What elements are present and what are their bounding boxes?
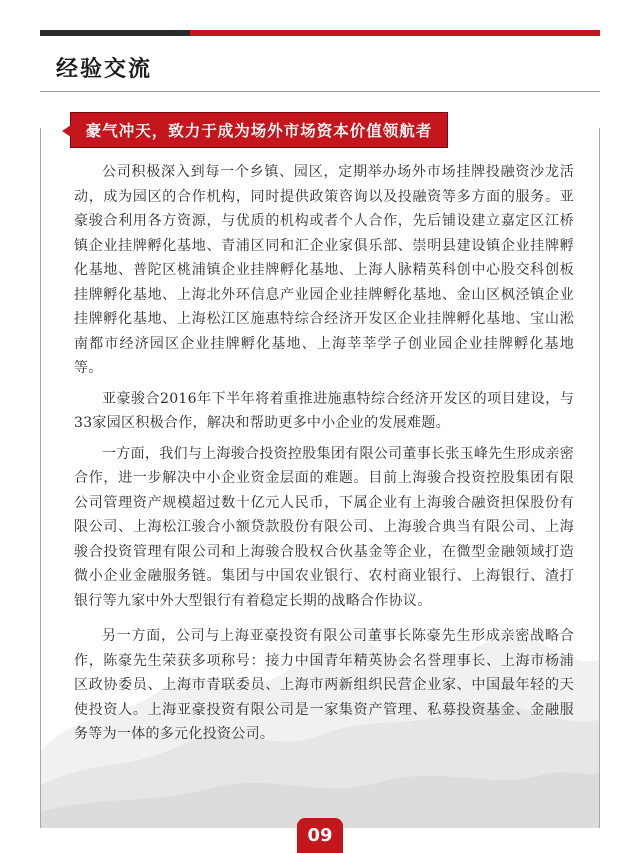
section-title: 经验交流 (56, 57, 153, 82)
section-banner: 豪气冲天，致力于成为场外市场资本价值领航者 (70, 112, 448, 148)
paragraph-1: 公司积极深入到每一个乡镇、园区，定期举办场外市场挂牌投融资沙龙活动，成为园区的合作机构，同时提供政策咨询以及投融资等多方面的服务。亚豪骏合利用各方资源，与优质的机构或者个人合作，先后铺设建立嘉定区江桥镇企业挂牌孵化基地、青浦区同和汇企业家俱乐部、崇明县建设镇企业挂牌孵化基地、普陀区桃浦镇企业挂牌孵化基地、上海人脉精英科创中心股交科创板挂牌孵化基地、上海北外环信息产业园企业挂牌孵化基地、金山区枫泾镇企业挂牌孵化基地、上海松江区施惠特综合经济开发区企业挂牌孵化基地、宝山淞南都市经济园区企业挂牌孵化基地、上海莘莘学子创业园企业挂牌孵化基地等。 (74, 164, 574, 376)
page-number-badge: 09 (297, 818, 343, 853)
header-dark-bar (40, 30, 190, 36)
header-divider (40, 91, 600, 92)
paragraph-4: 另一方面，公司与上海亚豪投资有限公司董事长陈豪先生形成亲密战略合作，陈豪先生荣获多项称号：接力中国青年精英协会名誉理事长、上海市杨浦区政协委员、上海市青联委员、上海市两新组织民营企业家、中国最年轻的天使投资人。上海亚豪投资有限公司是一家集资产管理、私募投资基金、金融服务等为一体的多元化投资公司。 (74, 628, 574, 742)
paragraph-2: 亚豪骏合2016年下半年将着重推进施惠特综合经济开发区的项目建设，与33家园区积极合作，解决和帮助更多中小企业的发展难题。 (74, 390, 574, 431)
article-body (74, 160, 574, 753)
paragraph-3: 一方面，我们与上海骏合投资控股集团有限公司董事长张玉峰先生形成亲密合作，进一步解决中小企业资金层面的难题。目前上海骏合投资控股集团有限公司管理资产规模超过数十亿元人民币，下属企业有上海骏合融资担保股份有限公司、上海松江骏合小额贷款股份有限公司、上海骏合典当有限公司、上海骏合投资管理有限公司和上海骏合股权合伙基金等企业，在微型金融领域打造微小企业金融服务链。集团与中国农业银行、农村商业银行、上海银行、渣打银行等九家中外大型银行有着稳定长期的战略合作协议。 (74, 445, 574, 609)
